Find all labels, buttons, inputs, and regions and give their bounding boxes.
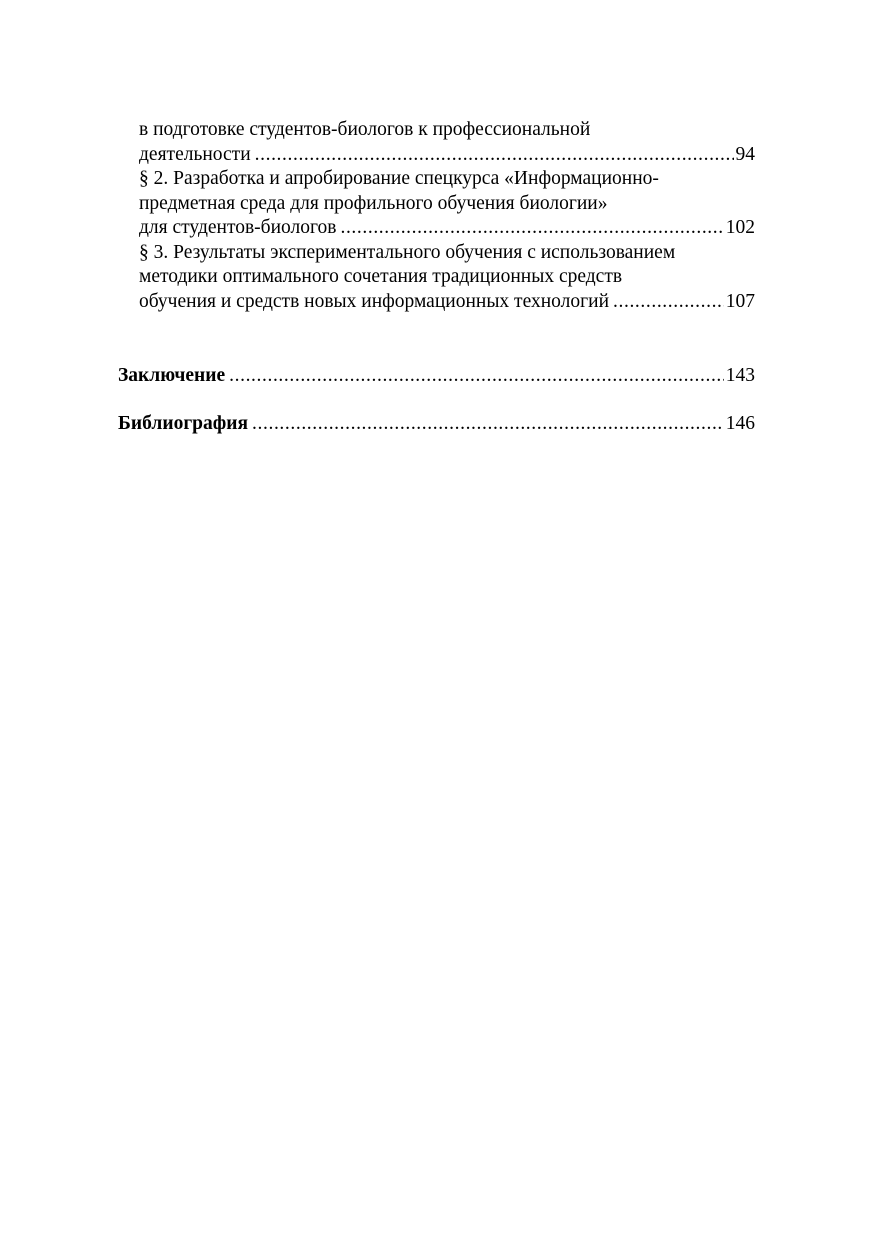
- toc-section-title: Библиография: [118, 413, 249, 434]
- toc-entry-text: § 2. Разработка и апробирование спецкурса «Информационно-: [139, 168, 659, 189]
- toc-entry-text: в подготовке студентов-биологов к профессиональной: [139, 119, 591, 140]
- toc-page-number: 143: [725, 365, 755, 386]
- toc-entry-1-line-2[interactable]: [139, 143, 755, 168]
- toc-entry-text: для студентов-биологов: [139, 217, 337, 238]
- toc-entry-2-line-3[interactable]: [139, 216, 755, 241]
- toc-page-number: 94: [735, 144, 755, 165]
- toc-entry-text: предметная среда для профильного обучения биологии»: [139, 193, 608, 214]
- dot-leader: [255, 143, 734, 168]
- toc-entry-bibliography[interactable]: [118, 412, 755, 437]
- toc-entry-2-line-1: [139, 167, 659, 192]
- toc-entry-conclusion[interactable]: [118, 364, 755, 389]
- toc-entry-3-line-1: [139, 241, 675, 266]
- toc-entry-3-line-2: [139, 265, 622, 290]
- toc-entry-3-line-3[interactable]: [139, 290, 755, 315]
- toc-page-number: 102: [725, 217, 755, 238]
- toc-entry-text: деятельности: [139, 144, 251, 165]
- toc-page-number: 146: [725, 413, 755, 434]
- toc-entry-text: обучения и средств новых информационных технологий: [139, 291, 610, 312]
- dot-leader: [252, 412, 724, 437]
- toc-page-number: 107: [725, 291, 755, 312]
- toc-section-title: Заключение: [118, 365, 226, 386]
- toc-entry-2-line-2: [139, 192, 607, 217]
- toc-entry-text: § 3. Результаты экспериментального обучения с использованием: [139, 242, 676, 263]
- dot-leader: [229, 364, 724, 389]
- toc-entry-1-line-1: [139, 118, 590, 143]
- dot-leader: [340, 216, 723, 241]
- toc-entry-text: методики оптимального сочетания традиционных средств: [139, 266, 623, 287]
- dot-leader: [613, 290, 724, 315]
